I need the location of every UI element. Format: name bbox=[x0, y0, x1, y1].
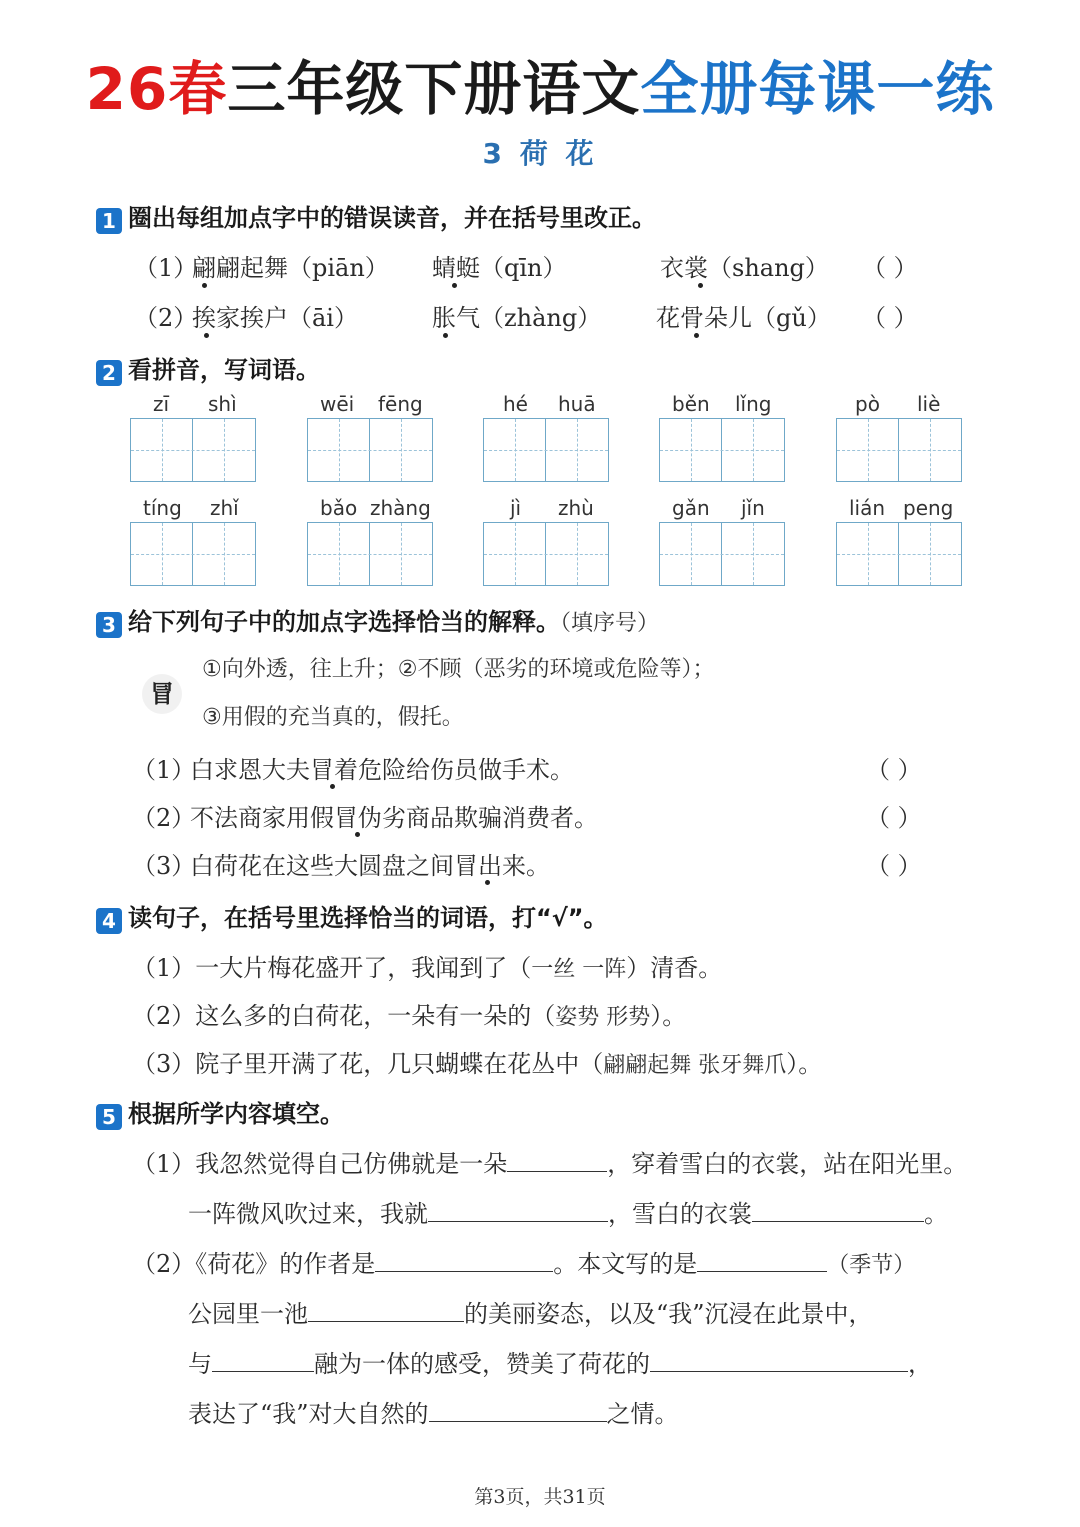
q2-number-badge: 2 bbox=[96, 360, 122, 386]
emphasis-dot bbox=[355, 832, 360, 837]
emphasis-dot bbox=[452, 283, 457, 288]
q1-row-2-label: （2） bbox=[134, 304, 198, 332]
emphasis-dot bbox=[698, 283, 703, 288]
q5-part2-line2 bbox=[188, 1294, 873, 1329]
q5-part1-label: （1） bbox=[132, 1150, 196, 1178]
q3-heading bbox=[96, 602, 659, 638]
pinyin: fēng bbox=[378, 392, 423, 416]
q2-heading-text: 看拼音，写词语。 bbox=[128, 356, 320, 384]
writing-grid-box[interactable] bbox=[836, 418, 962, 482]
target-character: 冒 bbox=[142, 674, 182, 714]
pinyin: zhǐ bbox=[210, 496, 239, 520]
q5-text: ，穿着雪白的衣裳，站在阳光里。 bbox=[607, 1150, 968, 1178]
q5-text: 我忽然觉得自己仿佛就是一朵 bbox=[195, 1150, 508, 1178]
q4-row-3-choices[interactable]: 翩翩起舞 张牙舞爪 bbox=[603, 1053, 787, 1078]
q1-number-badge: 1 bbox=[96, 208, 122, 234]
pinyin: jǐn bbox=[741, 496, 765, 520]
q1-row-1-item-1: 翩翩起舞（piān） bbox=[192, 254, 389, 282]
q1-row-1-answer[interactable]: （ ） bbox=[862, 254, 918, 282]
q3-sentence-2-text: 不法商家用假冒伪劣商品欺骗消费者。 bbox=[190, 804, 598, 832]
q5-text: 一阵微风吹过来，我就 bbox=[188, 1200, 428, 1228]
pinyin: tíng bbox=[143, 496, 182, 520]
pinyin: gǎn bbox=[672, 496, 710, 520]
q4-heading bbox=[96, 898, 608, 934]
title-series: 全册每课一练 bbox=[640, 55, 995, 123]
q5-heading-text: 根据所学内容填空。 bbox=[128, 1100, 344, 1128]
q4-row-1 bbox=[132, 948, 722, 983]
q4-row-3-before: 院子里开满了花，几只蝴蝶在花丛中（ bbox=[195, 1050, 604, 1078]
q5-part2-line1 bbox=[132, 1244, 915, 1279]
q3-number-badge: 3 bbox=[96, 612, 122, 638]
pinyin: zī bbox=[153, 392, 170, 416]
pinyin: lián bbox=[849, 496, 886, 520]
q4-number-badge: 4 bbox=[96, 908, 122, 934]
q4-row-3-label: （3） bbox=[132, 1050, 196, 1078]
fill-blank[interactable] bbox=[428, 1221, 608, 1222]
emphasis-dot bbox=[330, 784, 335, 789]
q4-row-3 bbox=[132, 1044, 822, 1079]
q4-row-1-choices[interactable]: 一丝 一阵 bbox=[531, 957, 627, 982]
title-grade-subject: 三年级下册语文 bbox=[227, 55, 641, 123]
q4-row-2 bbox=[132, 996, 686, 1031]
q5-text: ， bbox=[908, 1350, 932, 1378]
pinyin: zhàng bbox=[370, 496, 431, 520]
q4-row-2-choices[interactable]: 姿势 形势 bbox=[555, 1005, 651, 1030]
q5-heading bbox=[96, 1094, 344, 1130]
q5-part1-line1 bbox=[132, 1144, 967, 1179]
fill-blank[interactable] bbox=[375, 1271, 553, 1272]
pinyin: bǎo bbox=[320, 496, 358, 520]
q3-sentence-1-answer[interactable]: （ ） bbox=[866, 756, 922, 784]
writing-grid-box[interactable] bbox=[659, 418, 785, 482]
q1-row-1-item-3: 衣裳（shang） bbox=[660, 254, 829, 282]
fill-blank[interactable] bbox=[650, 1371, 908, 1372]
writing-grid-box[interactable] bbox=[836, 522, 962, 586]
q5-text: （季节） bbox=[827, 1253, 916, 1278]
title-season: 26春 bbox=[85, 55, 228, 123]
fill-blank[interactable] bbox=[429, 1421, 607, 1422]
q3-sentence-3-label: （3） bbox=[132, 852, 196, 880]
q5-text: 公园里一池 bbox=[188, 1300, 308, 1328]
emphasis-dot bbox=[485, 880, 490, 885]
page-number: 第3页，共31页 bbox=[474, 1486, 606, 1508]
fill-blank[interactable] bbox=[752, 1221, 924, 1222]
fill-blank[interactable] bbox=[212, 1371, 314, 1372]
q5-part2-line3 bbox=[188, 1344, 932, 1379]
q5-part2-label: （2） bbox=[132, 1250, 196, 1278]
pinyin: liè bbox=[917, 392, 941, 416]
pinyin: hé bbox=[503, 392, 528, 416]
q3-definitions-line-1: ①向外透，往上升；②不顾（恶劣的环境或危险等）； bbox=[202, 657, 715, 682]
emphasis-dot bbox=[204, 333, 209, 338]
q5-text: 与 bbox=[188, 1350, 212, 1378]
q3-sentence-1-text: 白求恩大夫冒着危险给伤员做手术。 bbox=[190, 756, 574, 784]
pinyin: běn bbox=[672, 392, 710, 416]
fill-blank[interactable] bbox=[507, 1171, 607, 1172]
q5-text: 之情。 bbox=[606, 1400, 679, 1428]
fill-blank[interactable] bbox=[697, 1271, 827, 1272]
pinyin: wēi bbox=[320, 392, 355, 416]
pinyin: peng bbox=[903, 496, 954, 520]
q1-row-1-label: （1） bbox=[134, 254, 198, 282]
pinyin: pò bbox=[855, 392, 880, 416]
q4-row-1-before: 一大片梅花盛开了，我闻到了（ bbox=[195, 954, 532, 982]
q2-heading bbox=[96, 350, 320, 386]
q4-row-2-after: ）。 bbox=[650, 1002, 687, 1030]
q5-text: 《荷花》的作者是 bbox=[195, 1250, 376, 1278]
q3-sentence-3-answer[interactable]: （ ） bbox=[866, 852, 922, 880]
writing-grid-box[interactable] bbox=[130, 522, 256, 586]
q1-row-2-item-2: 胀气（zhàng） bbox=[432, 304, 602, 332]
q4-row-1-label: （1） bbox=[132, 954, 196, 982]
q3-sentence-2-label: （2） bbox=[132, 804, 196, 832]
q1-row-2-item-3: 花骨朵儿（gǔ） bbox=[656, 304, 831, 332]
q1-heading-text: 圈出每组加点字中的错误读音，并在括号里改正。 bbox=[128, 204, 656, 232]
emphasis-dot bbox=[443, 333, 448, 338]
q5-number-badge: 5 bbox=[96, 1104, 122, 1130]
q4-row-2-before: 这么多的白荷花，一朵有一朵的（ bbox=[195, 1002, 556, 1030]
pinyin: lǐng bbox=[735, 392, 772, 416]
q5-text: ，雪白的衣裳 bbox=[608, 1200, 752, 1228]
pinyin: huā bbox=[558, 392, 596, 416]
q5-text: 。本文写的是 bbox=[553, 1250, 698, 1278]
writing-grid-box[interactable] bbox=[483, 522, 609, 586]
q5-part2-line4 bbox=[188, 1394, 679, 1429]
q4-heading-text: 读句子，在括号里选择恰当的词语，打“√”。 bbox=[128, 904, 608, 932]
q3-definitions-line-2: ③用假的充当真的，假托。 bbox=[202, 705, 464, 730]
lesson-title: 3 荷 花 bbox=[482, 137, 598, 170]
q3-heading-text: 给下列句子中的加点字选择恰当的解释。 bbox=[128, 608, 560, 636]
q3-sentence-2-answer[interactable]: （ ） bbox=[866, 804, 922, 832]
pinyin: jì bbox=[510, 496, 522, 520]
q3-sentence-3-text: 白荷花在这些大圆盘之间冒出来。 bbox=[190, 852, 550, 880]
q1-row-1-item-2: 蜻蜓（qīn） bbox=[432, 254, 567, 282]
pinyin: zhù bbox=[558, 496, 594, 520]
emphasis-dot bbox=[202, 283, 207, 288]
writing-grid-box[interactable] bbox=[307, 418, 433, 482]
pinyin: shì bbox=[208, 392, 237, 416]
q5-part1-line2 bbox=[188, 1194, 948, 1229]
q1-heading bbox=[96, 198, 656, 234]
q5-text: 表达了“我”对大自然的 bbox=[188, 1400, 429, 1428]
fill-blank[interactable] bbox=[308, 1321, 464, 1322]
q1-row-2-item-1: 挨家挨户（āi） bbox=[192, 304, 358, 332]
writing-grid-box[interactable] bbox=[659, 522, 785, 586]
q1-row-2-answer[interactable]: （ ） bbox=[862, 304, 918, 332]
q4-row-1-after: ）清香。 bbox=[626, 954, 723, 982]
page-banner-title bbox=[0, 42, 1080, 126]
q4-row-2-label: （2） bbox=[132, 1002, 196, 1030]
emphasis-dot bbox=[694, 333, 699, 338]
q5-text: 的美丽姿态，以及“我”沉浸在此景中， bbox=[464, 1300, 873, 1328]
q3-heading-note: （填序号） bbox=[560, 611, 660, 636]
q5-text: 。 bbox=[924, 1200, 948, 1228]
writing-grid-box[interactable] bbox=[130, 418, 256, 482]
writing-grid-box[interactable] bbox=[307, 522, 433, 586]
writing-grid-box[interactable] bbox=[483, 418, 609, 482]
q3-sentence-1-label: （1） bbox=[132, 756, 196, 784]
q4-row-3-after: ）。 bbox=[786, 1050, 823, 1078]
q5-text: 融为一体的感受，赞美了荷花的 bbox=[314, 1350, 650, 1378]
